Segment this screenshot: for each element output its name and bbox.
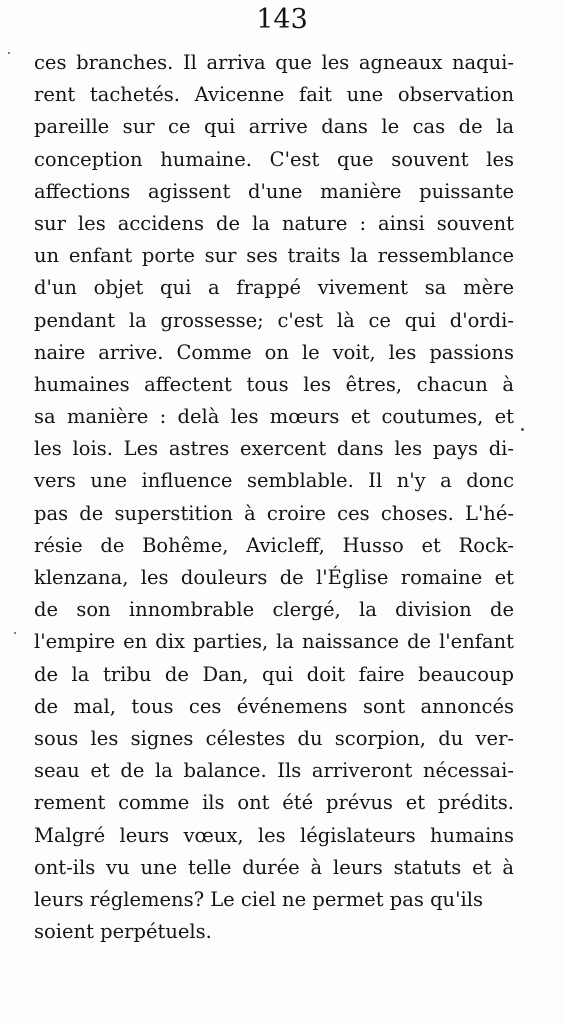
text-line: ces branches. Il arriva que les agneaux naqui- — [34, 51, 514, 74]
text-line: conception humaine. C'est que souvent les — [34, 147, 514, 171]
text-line: pareille sur ce qui arrive dans le cas de la — [34, 115, 514, 139]
text-line: soient perpétuels. — [34, 920, 212, 944]
text-line: les lois. Les astres exercent dans les pays di- — [34, 437, 514, 461]
text-line: vers une influence semblable. Il n'y a donc — [34, 469, 514, 493]
text-line: rent tachetés. Avicenne fait une observation — [34, 83, 514, 107]
text-line: de la tribu de Dan, qui doit faire beaucoup — [34, 662, 514, 686]
text-line: sous les signes célestes du scorpion, du ver- — [34, 726, 514, 750]
text-line: pas de superstition à croire ces choses. L'hé- — [34, 501, 514, 525]
print-speck — [8, 52, 10, 54]
print-speck — [14, 632, 16, 634]
text-line: un enfant porte sur ses traits la ressemblance — [34, 244, 514, 268]
text-line: de mal, tous ces événemens sont annoncés — [34, 694, 514, 718]
text-line: d'un objet qui a frappé vivement sa mère — [34, 276, 514, 300]
text-line: naire arrive. Comme on le voit, les passions — [34, 340, 514, 364]
page-number: 143 — [256, 4, 308, 35]
text-line: sa manière : delà les mœurs et coutumes, et — [34, 405, 514, 429]
text-line: affections agissent d'une manière puissante — [34, 179, 514, 203]
text-line: klenzana, les douleurs de l'Église romaine et — [34, 566, 514, 589]
body-text — [34, 47, 514, 948]
text-line: sur les accidens de la nature : ainsi souvent — [34, 211, 514, 235]
text-line: seau et de la balance. Ils arriveront nécessai- — [34, 759, 514, 783]
text-line: pendant la grossesse; c'est là ce qui d'ordi- — [34, 308, 514, 332]
text-line: leurs réglemens? Le ciel ne permet pas qu'ils — [34, 887, 483, 911]
text-line: ont-ils vu une telle durée à leurs statuts et à — [34, 855, 514, 879]
text-line: résie de Bohême, Avicleff, Husso et Rock- — [34, 533, 514, 557]
text-line: Malgré leurs vœux, les législateurs humains — [34, 823, 514, 847]
print-speck — [521, 428, 524, 431]
text-line: l'empire en dix parties, la naissance de l'enfant — [34, 630, 514, 654]
text-line: humaines affectent tous les êtres, chacun à — [34, 372, 514, 396]
text-line: rement comme ils ont été prévus et prédits. — [34, 791, 514, 815]
text-line: de son innombrable clergé, la division de — [34, 598, 514, 622]
